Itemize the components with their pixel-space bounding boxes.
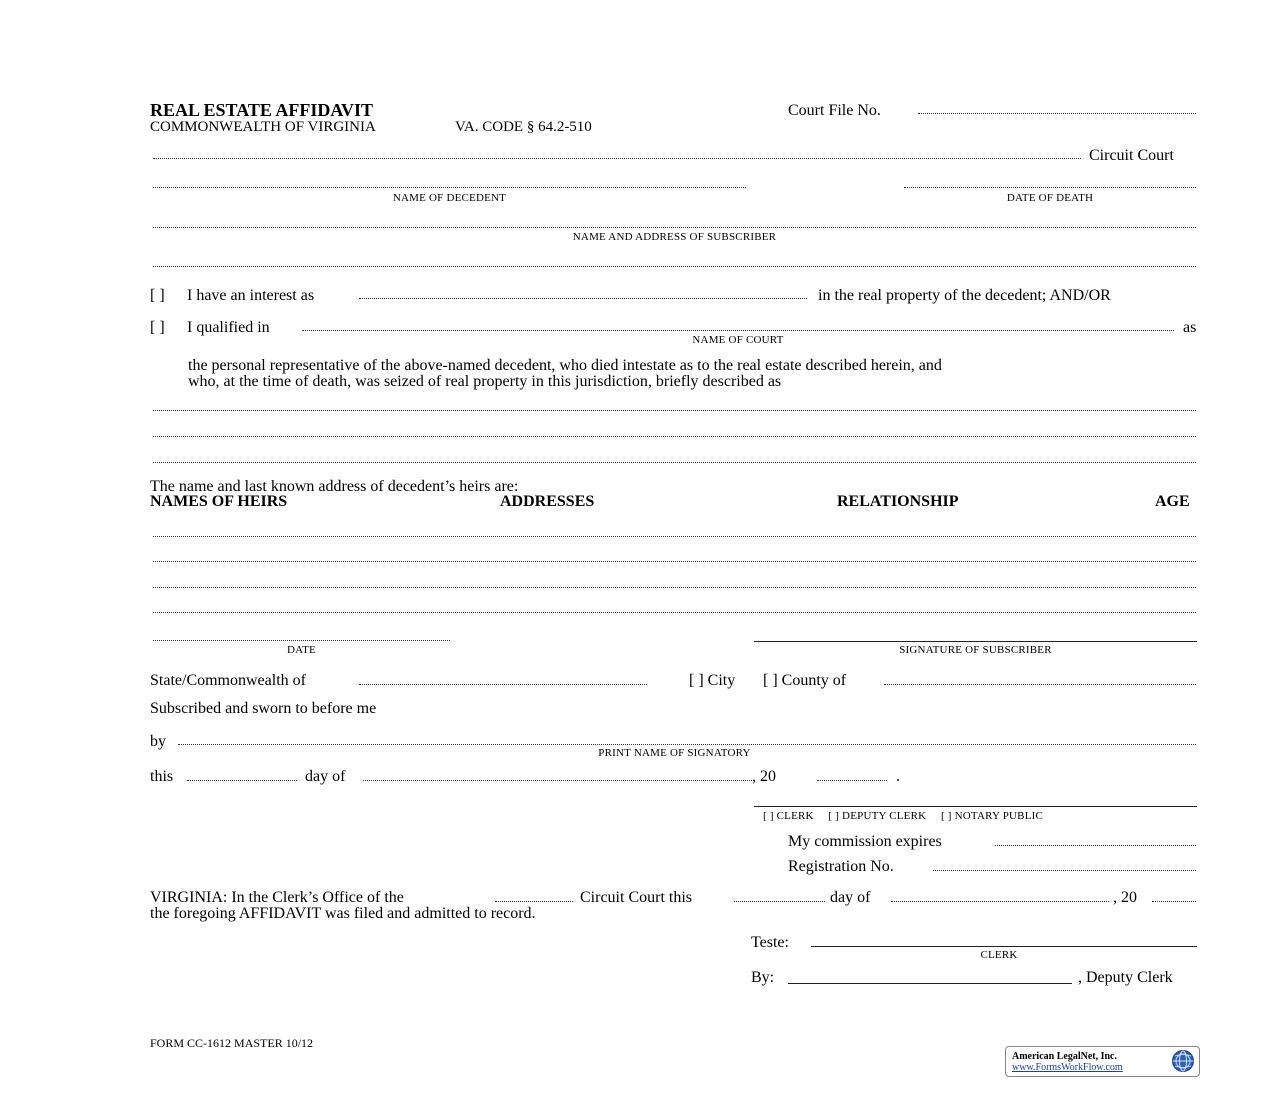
year-prefix: , 20: [752, 768, 776, 785]
date-of-death-caption: DATE OF DEATH: [1006, 192, 1094, 204]
va-code-label: VA. CODE § 64.2-510: [455, 119, 592, 135]
deputy-clerk-label: , Deputy Clerk: [1078, 969, 1173, 986]
county-checkbox-label[interactable]: [ ] County of: [763, 672, 847, 689]
signatory-caption: PRINT NAME OF SIGNATORY: [598, 747, 751, 759]
logo-company-name: American LegalNet, Inc.: [1012, 1051, 1117, 1062]
commission-label: My commission expires: [788, 833, 942, 850]
circuit-court-this: Circuit Court this: [580, 889, 692, 906]
logo-url-link[interactable]: www.FormsWorkFlow.com: [1012, 1062, 1123, 1073]
representative-text-line2: who, at the time of death, was seized of real property in this jurisdiction, briefly described as: [188, 373, 782, 390]
qualified-checkbox[interactable]: [ ]: [150, 319, 165, 336]
sworn-text: Subscribed and sworn to before me: [150, 700, 377, 717]
record-year-prefix: , 20: [1113, 889, 1137, 906]
record-day-field[interactable]: [734, 901, 825, 902]
day-of-label: day of: [305, 768, 346, 785]
deputy-signature-line[interactable]: [788, 983, 1072, 984]
subscriber-field-2[interactable]: [153, 266, 1196, 267]
day-field[interactable]: [187, 780, 297, 781]
interest-checkbox[interactable]: [ ]: [150, 287, 165, 304]
month-field[interactable]: [363, 780, 752, 781]
filed-text: the foregoing AFFIDAVIT was filed and admitted to record.: [150, 905, 536, 922]
commission-field[interactable]: [995, 845, 1196, 846]
court-name-caption: NAME OF COURT: [692, 334, 784, 346]
signatory-name-field[interactable]: [178, 744, 1196, 745]
record-day-of: day of: [830, 889, 871, 906]
clerk-caption: CLERK: [980, 949, 1018, 961]
heir-row-2[interactable]: [153, 561, 1196, 562]
this-label: this: [150, 768, 174, 785]
officer-signature-line[interactable]: [754, 806, 1197, 807]
heirs-col-relationship: RELATIONSHIP: [837, 493, 959, 510]
year-field[interactable]: [817, 780, 887, 781]
city-checkbox-label[interactable]: [ ] City: [689, 672, 736, 689]
representative-text-line1: the personal representative of the above-named decedent, who died intestate as to the real estate described herein, and: [188, 357, 942, 374]
heirs-intro: The name and last known address of decedent’s heirs are:: [150, 478, 519, 495]
court-file-field[interactable]: [918, 113, 1196, 114]
qualified-suffix: as: [1183, 319, 1197, 336]
subscriber-field-1[interactable]: [153, 227, 1196, 228]
state-label: State/Commonwealth of: [150, 672, 306, 689]
court-file-label: Court File No.: [788, 102, 881, 119]
form-title: REAL ESTATE AFFIDAVIT: [150, 100, 374, 120]
subscriber-signature-caption: SIGNATURE OF SUBSCRIBER: [899, 644, 1052, 656]
virginia-label: VIRGINIA: In the Clerk’s Office of the: [150, 889, 404, 906]
heir-row-3[interactable]: [153, 587, 1196, 588]
record-month-field[interactable]: [891, 901, 1109, 902]
qualified-label: I qualified in: [187, 319, 270, 336]
heirs-col-addresses: ADDRESSES: [500, 493, 595, 510]
date-caption: DATE: [287, 644, 316, 656]
clerk-signature-line[interactable]: [811, 946, 1197, 947]
teste-label: Teste:: [751, 934, 789, 951]
officer-options[interactable]: [ ] CLERK [ ] DEPUTY CLERK [ ] NOTARY PUBLIC: [763, 810, 1044, 822]
date-field[interactable]: [153, 640, 450, 641]
heirs-col-age: AGE: [1155, 493, 1190, 510]
property-field-1[interactable]: [153, 410, 1196, 411]
commonwealth-label: COMMONWEALTH OF VIRGINIA: [150, 119, 376, 135]
state-field[interactable]: [359, 684, 647, 685]
subscriber-signature-line[interactable]: [754, 641, 1197, 642]
decedent-caption: NAME OF DECEDENT: [392, 192, 507, 204]
decedent-name-field[interactable]: [153, 187, 746, 188]
court-name-field[interactable]: [302, 330, 1174, 331]
record-year-field[interactable]: [1152, 901, 1196, 902]
interest-suffix: in the real property of the decedent; AND/OR: [818, 287, 1111, 304]
date-of-death-field[interactable]: [904, 187, 1196, 188]
subscriber-caption: NAME AND ADDRESS OF SUBSCRIBER: [572, 231, 777, 243]
heir-row-1[interactable]: [153, 536, 1196, 537]
jurat-period: .: [896, 768, 900, 785]
property-field-3[interactable]: [153, 462, 1196, 463]
interest-label: I have an interest as: [187, 287, 315, 304]
circuit-court-label: Circuit Court: [1089, 147, 1174, 164]
circuit-court-field[interactable]: [153, 158, 1081, 159]
heirs-col-names: NAMES OF HEIRS: [150, 493, 288, 510]
legalnet-logo[interactable]: [1005, 1046, 1200, 1077]
county-field[interactable]: [884, 684, 1196, 685]
clerk-office-field[interactable]: [495, 901, 573, 902]
form-id: FORM CC-1612 MASTER 10/12: [150, 1036, 314, 1050]
interest-field[interactable]: [359, 298, 807, 299]
deputy-by-label: By:: [751, 969, 775, 986]
registration-field[interactable]: [933, 870, 1196, 871]
registration-label: Registration No.: [788, 858, 894, 875]
globe-icon: [1171, 1049, 1195, 1073]
property-field-2[interactable]: [153, 436, 1196, 437]
heir-row-4[interactable]: [153, 612, 1196, 613]
by-label: by: [150, 733, 166, 750]
